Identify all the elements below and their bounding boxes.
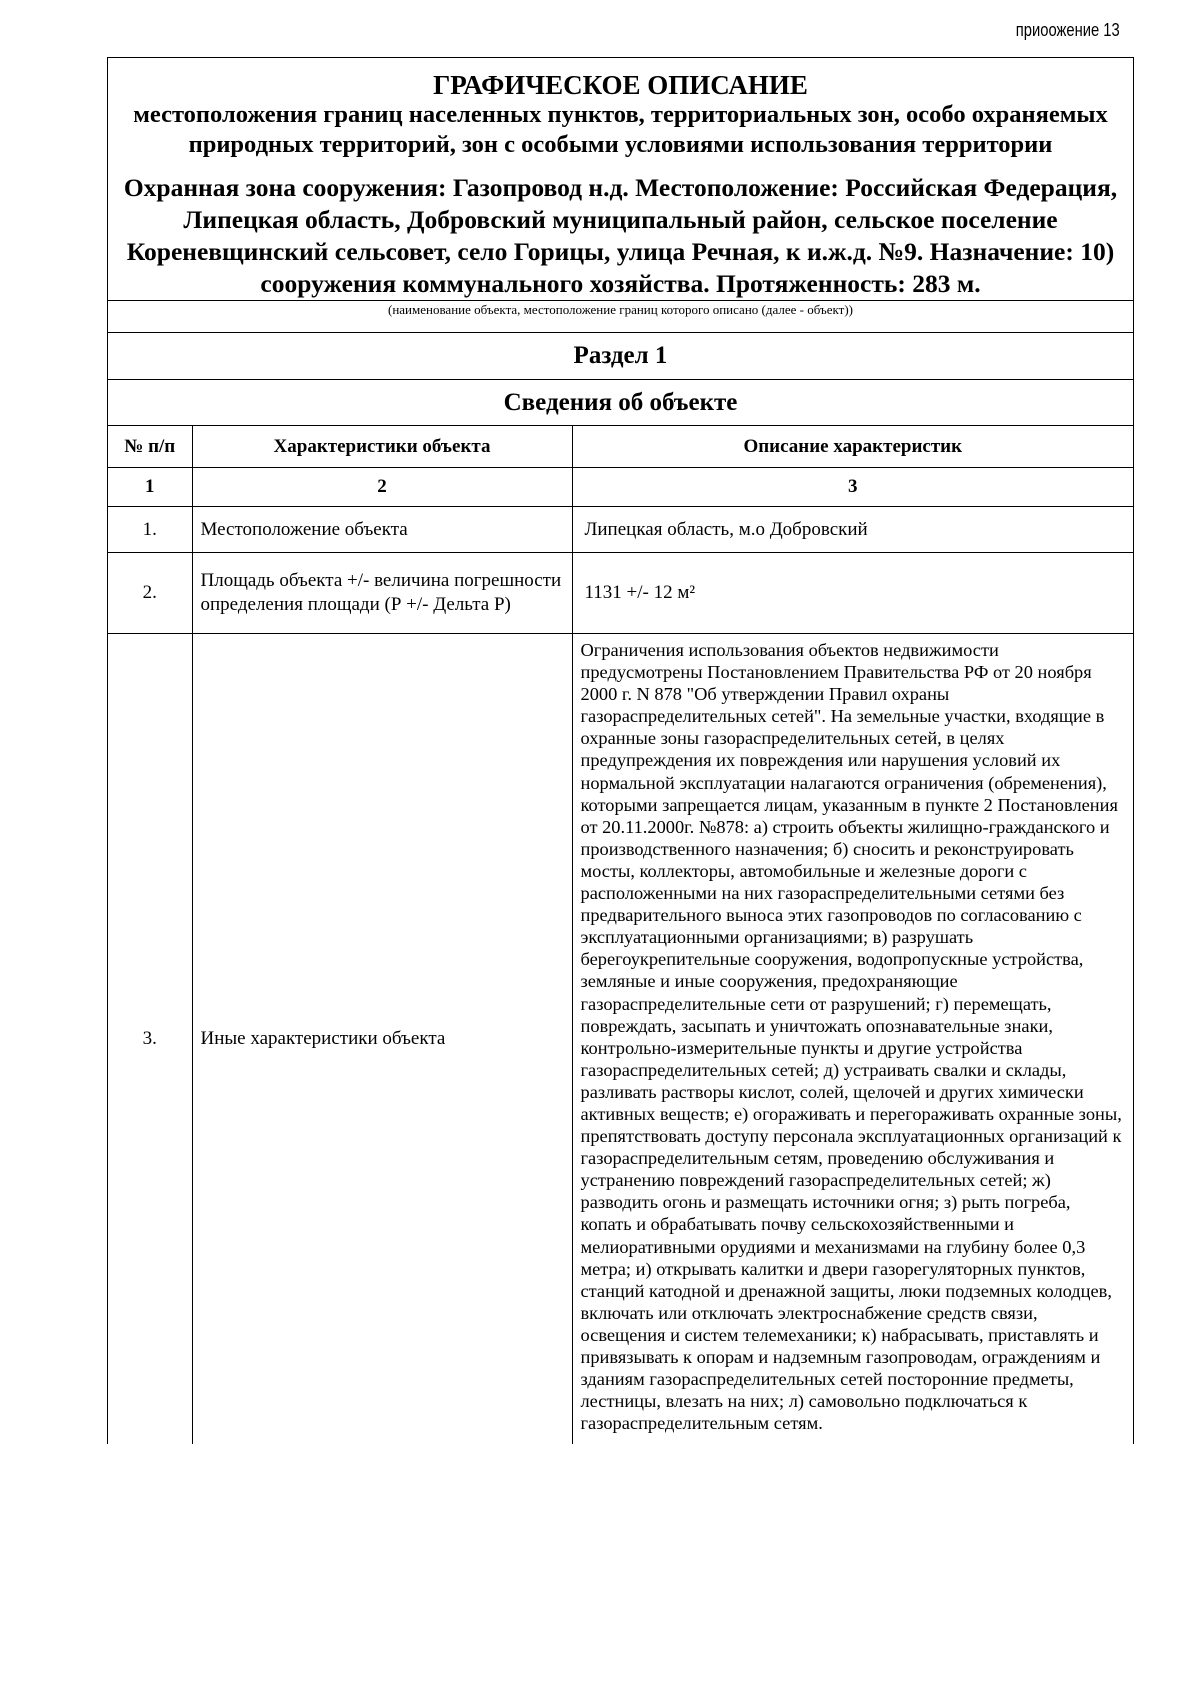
graphic-description-form (107, 57, 1134, 1444)
object-details-table (108, 425, 1133, 1444)
object-name-caption: (наименование объекта, местоположение границ которого описано (далее - объект)) (108, 300, 1133, 332)
row-number: 2. (108, 553, 192, 634)
appendix-label: приоожение 13 (1016, 20, 1120, 40)
column-number-2: 2 (192, 468, 572, 507)
row-characteristic: Иные характеристики объекта (192, 634, 572, 1445)
row-characteristic: Местоположение объекта (192, 507, 572, 553)
section-title: Раздел 1 (108, 332, 1133, 379)
header-description: Описание характеристик (572, 426, 1133, 468)
table-header-row (108, 426, 1133, 468)
row-description: 1131 +/- 12 м² (572, 553, 1133, 634)
header-block (108, 58, 1133, 300)
section-subtitle: Сведения об объекте (108, 379, 1133, 425)
table-row (108, 507, 1133, 553)
table-row (108, 553, 1133, 634)
row-description: Ограничения использования объектов недвижимости предусмотрены Постановлением Правительства РФ от 20 ноября 2000 г. N 878 "Об утверждении Правил охраны газораспределительных сетей". На земельные участки, входящие в охранные зоны газораспределительных сетей, в целях предупреждения их повреждения или нарушения условий их нормальной эксплуатации налагаются ограничения (обременения), которыми запрещается лицам, указанным в пункте 2 Постановления от 20.11.2000г. №878: а) строить объекты жилищно-гражданского и производственного назначения; б) сносить и реконструировать мосты, коллекторы, автомобильные и железные дороги с расположенными на них газораспределительными сетями без предварительного выноса этих газопроводов по согласованию с эксплуатационными организациями; в) разрушать берегоукрепительные сооружения, водопропускные устройства, земляные и иные сооружения, предохраняющие газораспределительные сети от разрушений; г) перемещать, повреждать, засыпать и уничтожать опознавательные знаки, контрольно-измерительные пункты и другие устройства газораспределительных сетей; д) устраивать свалки и склады, разливать растворы кислот, солей, щелочей и других химически активных веществ; е) огораживать и перегораживать охранные зоны, препятствовать доступу персонала эксплуатационных организаций к газораспределительным сетям, проведению обслуживания и устранению повреждений газораспределительных сетей; ж) разводить огонь и размещать источники огня; з) рыть погреба, копать и обрабатывать почву сельскохозяйственными и мелиоративными орудиями и механизмами на глубину более 0,3 метра; и) открывать калитки и двери газорегуляторных пунктов, станций катодной и дренажной защиты, люки подземных колодцев, включать или отключать электроснабжение средств связи, освещения и систем телемеханики; к) набрасывать, приставлять и привязывать к опорам и надземным газопроводам, ограждениям и зданиям газораспределительных сетей посторонние предметы, лестницы, влезать на них; л) самовольно подключаться к газораспределительным сетям. (572, 634, 1133, 1445)
document-subtitle: местоположения границ населенных пунктов, территориальных зон, особо охраняемых природных территорий, зон с особыми условиями использования территории (133, 101, 1108, 158)
row-description: Липецкая область, м.о Добровский (572, 507, 1133, 553)
row-number: 1. (108, 507, 192, 553)
document-title: ГРАФИЧЕСКОЕ ОПИСАНИЕ (433, 70, 808, 100)
row-characteristic: Площадь объекта +/- величина погрешности определения площади (Р +/- Дельта Р) (192, 553, 572, 634)
table-row (108, 634, 1133, 1445)
column-number-row (108, 468, 1133, 507)
column-number-3: 3 (572, 468, 1133, 507)
header-characteristic: Характеристики объекта (192, 426, 572, 468)
header-number: № п/п (108, 426, 192, 468)
column-number-1: 1 (108, 468, 192, 507)
row-number: 3. (108, 634, 192, 1445)
object-name: Охранная зона сооружения: Газопровод н.д. Местоположение: Российская Федерация, Липецкая область, Добровский муниципальный район, сельское поселение Кореневщинский сельсовет, село Горицы, улица Речная, к и.ж.д. №9. Назначение: 10) сооружения коммунального хозяйства. Протяженность: 283 м. (123, 173, 1118, 298)
